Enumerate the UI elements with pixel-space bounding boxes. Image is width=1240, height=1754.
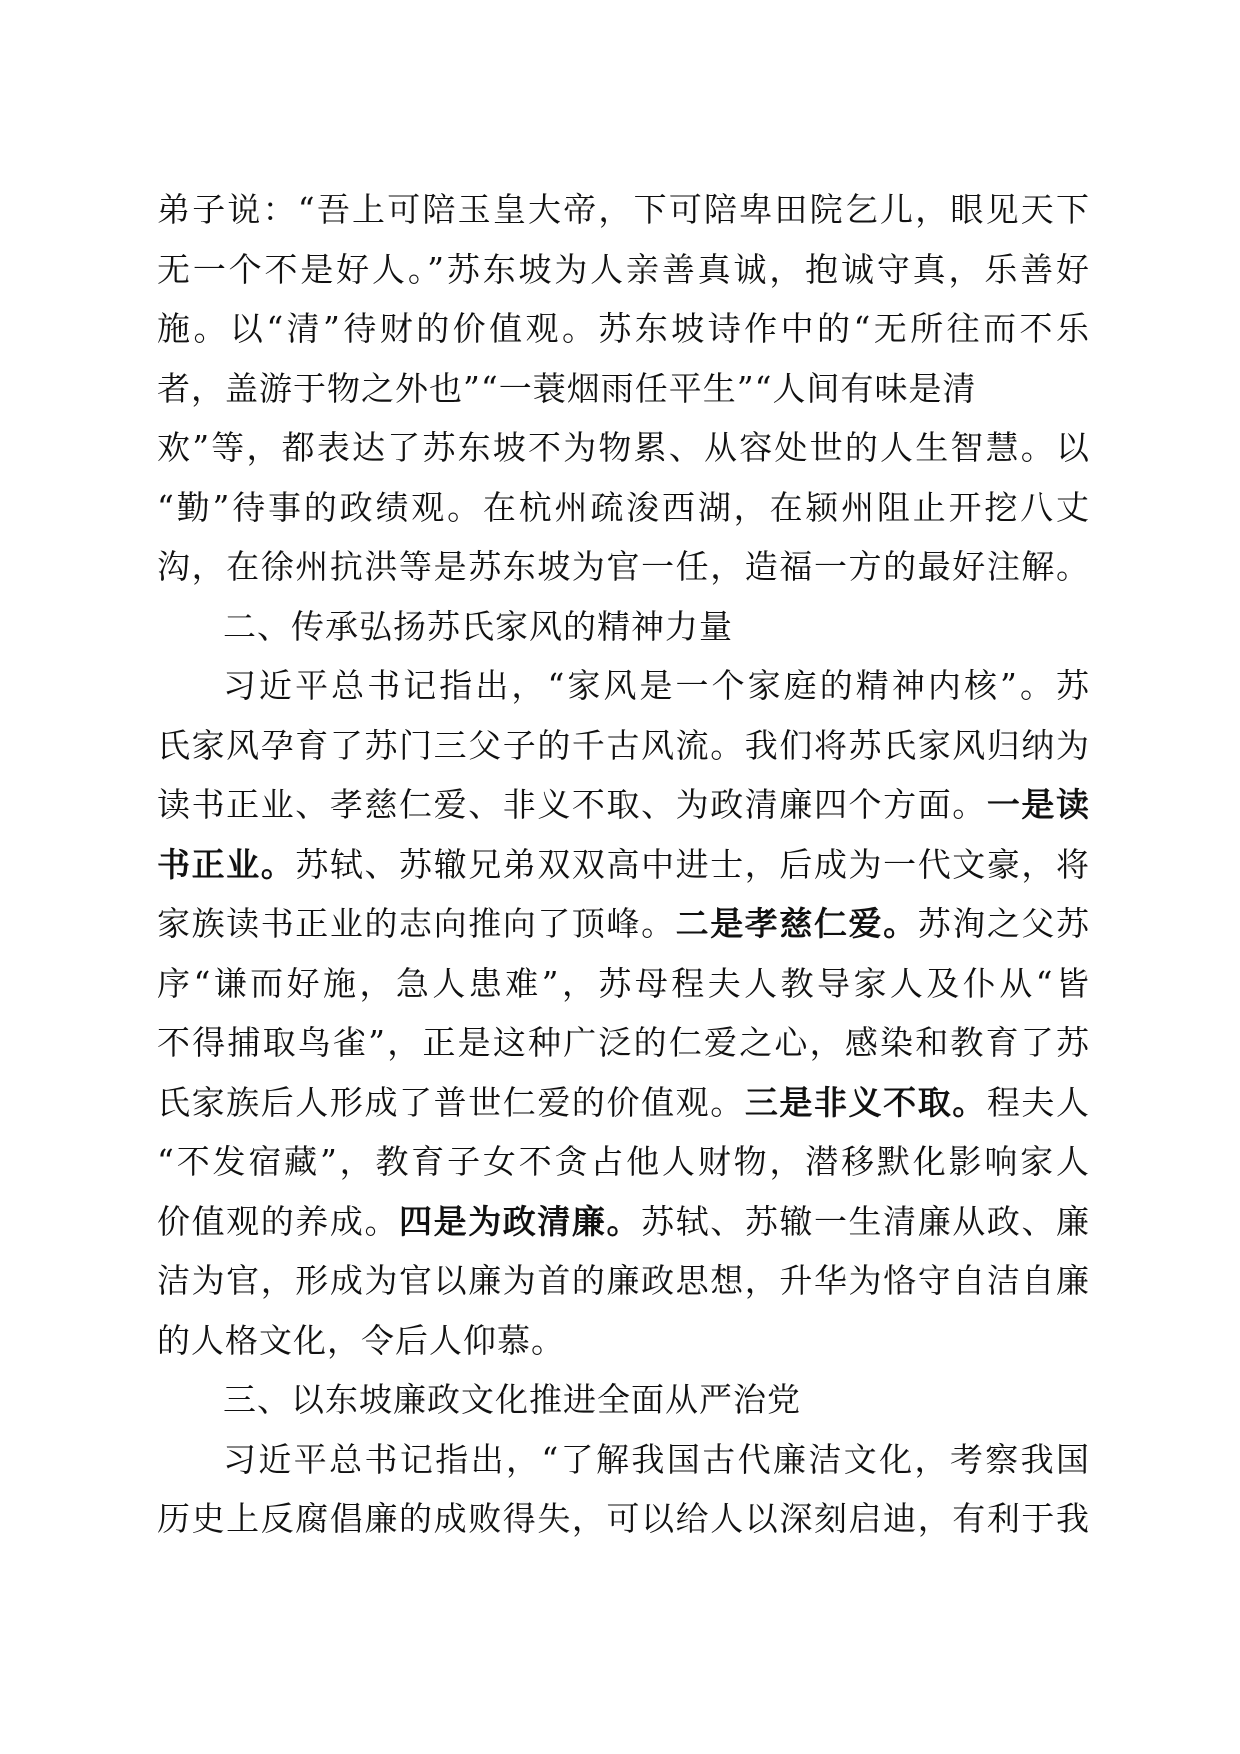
text-line: 氏家族后人形成了普世仁爱的价值观。三是非义不取。程夫人: [157, 1082, 1091, 1122]
section-heading: 二、传承弘扬苏氏家风的精神力量: [223, 606, 733, 646]
text-line: 书正业。苏轼、苏辙兄弟双双高中进士，后成为一代文豪，将: [157, 844, 1091, 884]
text-line: 序“谦而好施，急人患难”，苏母程夫人教导家人及仆从“皆: [157, 963, 1090, 1003]
text-line: 价值观的养成。四是为政清廉。苏轼、苏辙一生清廉从政、廉: [157, 1201, 1091, 1241]
bold-keyphrase: 二是孝慈仁爱。: [675, 904, 918, 943]
text-line: “不发宿藏”，教育子女不贪占他人财物，潜移默化影响家人: [157, 1142, 1090, 1181]
text-line: 弟子说：“吾上可陪玉皇大帝，下可陪卑田院乞儿，眼见天下: [157, 190, 1090, 229]
bold-keyphrase: 四是为政清廉。: [399, 1201, 642, 1241]
text-line: 氏家风孕育了苏门三父子的千古风流。我们将苏氏家风归纳为: [157, 725, 1090, 765]
paragraph: [157, 656, 1090, 1370]
text-line: 历史上反腐倡廉的成败得失，可以给人以深刻启迪，有利于我: [157, 1499, 1090, 1538]
text-line: 读书正业、孝慈仁爱、非义不取、为政清廉四个方面。一是读: [157, 785, 1091, 824]
text-line: 欢”等，都表达了苏东坡不为物累、从容处世的人生智慧。以: [157, 428, 1090, 467]
bold-keyphrase: 一是读: [986, 785, 1091, 824]
paragraph: [157, 1430, 1090, 1549]
section-heading: 三、以东坡廉政文化推进全面从严治党: [223, 1380, 801, 1419]
text-line: 施。以“清”待财的价值观。苏东坡诗作中的“无所往而不乐: [157, 309, 1090, 348]
bold-keyphrase: 三是非义不取。: [744, 1082, 987, 1122]
text-line: 沟，在徐州抗洪等是苏东坡为官一任，造福一方的最好注解。: [157, 547, 1090, 586]
text-line: 的人格文化，令后人仰慕。: [157, 1320, 565, 1360]
text-line: 洁为官，形成为官以廉为首的廉政思想，升华为恪守自洁自廉: [157, 1261, 1090, 1300]
text-line: 家族读书正业的志向推向了顶峰。二是孝慈仁爱。苏洵之父苏: [157, 904, 1091, 943]
text-line: 无一个不是好人。”苏东坡为人亲善真诚，抱诚守真，乐善好: [157, 249, 1090, 289]
text-line: 习近平总书记指出，“家风是一个家庭的精神内核”。苏: [223, 666, 1090, 705]
text-line: 习近平总书记指出，“了解我国古代廉洁文化，考察我国: [223, 1439, 1090, 1479]
bold-keyphrase: 书正业。: [157, 844, 296, 884]
text-line: “勤”待事的政绩观。在杭州疏浚西湖，在颍州阻止开挖八丈: [157, 487, 1090, 527]
text-line: 不得捕取鸟雀”，正是这种广泛的仁爱之心，感染和教育了苏: [157, 1023, 1090, 1062]
paragraph-continuation: [157, 180, 1090, 597]
text-line: 者，盖游于物之外也”“一蓑烟雨任平生”“人间有味是清: [157, 368, 977, 408]
